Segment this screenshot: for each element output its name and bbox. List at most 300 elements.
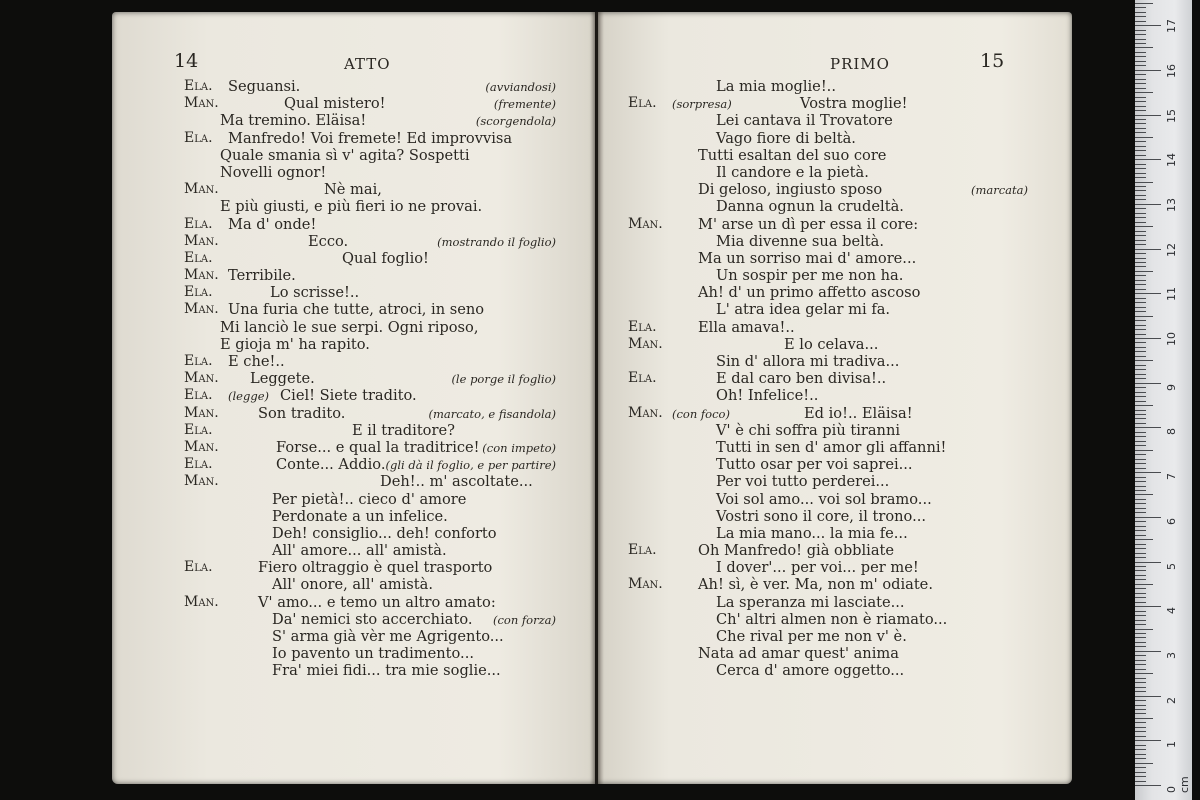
ruler-label: 15 <box>1165 108 1178 123</box>
ruler-tick <box>1135 378 1146 379</box>
speaker-name: Ela. <box>184 421 213 438</box>
text-line <box>628 130 1028 147</box>
ruler-label: 6 <box>1165 517 1178 525</box>
verse-text: Vostri sono il core, il trono... <box>716 507 926 525</box>
ruler-tick <box>1135 320 1146 321</box>
stage-direction: (marcato, e fisandola) <box>428 406 556 421</box>
speaker-name: Man. <box>184 370 219 387</box>
ruler-tick <box>1135 459 1146 460</box>
ruler-tick <box>1135 347 1146 348</box>
ruler-tick <box>1135 785 1161 786</box>
verse-text: Lo scrisse!.. <box>270 284 360 302</box>
ruler-tick <box>1135 137 1153 138</box>
text-line <box>184 525 556 542</box>
text-line <box>184 336 556 353</box>
text-line <box>628 594 1028 611</box>
text-line <box>628 611 1028 628</box>
ruler-tick <box>1135 526 1146 527</box>
ruler-tick <box>1135 83 1146 84</box>
text-line <box>628 353 1028 370</box>
ruler-label: 1 <box>1165 741 1178 749</box>
ruler-tick <box>1135 56 1146 57</box>
text-line <box>628 439 1028 456</box>
ruler-tick <box>1135 74 1146 75</box>
ruler-tick <box>1135 669 1146 670</box>
speaker-name: Ela. <box>184 129 213 146</box>
ruler-tick <box>1135 566 1146 567</box>
verse-text: All' amore... all' amistà. <box>272 542 447 560</box>
verse-text: Novelli ognor! <box>220 163 327 181</box>
ruler-tick <box>1135 316 1153 317</box>
ruler-tick <box>1135 606 1161 607</box>
verse-text: La mia mano... la mia fe... <box>716 524 908 542</box>
ruler-tick <box>1135 700 1146 701</box>
ruler-tick <box>1135 222 1146 223</box>
text-line <box>628 662 1028 679</box>
verse-text: Vostra moglie! <box>800 95 908 113</box>
text-line <box>628 370 1028 387</box>
text-line <box>184 95 556 112</box>
text-line <box>628 284 1028 301</box>
verse-text: I dover'... per voi... per me! <box>716 559 919 577</box>
speaker-name: Ela. <box>628 95 657 112</box>
text-line <box>184 405 556 422</box>
ruler-tick <box>1135 110 1146 111</box>
text-line <box>628 198 1028 215</box>
verse-text: Per pietà!.. cieco d' amore <box>272 490 467 508</box>
ruler-tick <box>1135 687 1146 688</box>
text-line <box>184 319 556 336</box>
verse-text: Seguansi. <box>228 78 301 95</box>
verse-text: Tutti esaltan del suo core <box>698 146 887 164</box>
ruler-label: 2 <box>1165 696 1178 704</box>
ruler-tick <box>1135 508 1146 509</box>
ruler-tick <box>1135 579 1146 580</box>
ruler-tick <box>1135 173 1146 174</box>
ruler-tick <box>1135 441 1146 442</box>
ruler-tick <box>1135 226 1153 227</box>
ruler-tick <box>1135 342 1146 343</box>
ruler-tick <box>1135 284 1146 285</box>
ruler-tick <box>1135 307 1146 308</box>
speaker-name: Man. <box>184 267 219 284</box>
stage-direction: (marcata) <box>970 183 1028 198</box>
text-line <box>184 250 556 267</box>
stage-direction: (con forza) <box>493 612 556 627</box>
verse-text: Ma un sorriso mai d' amore... <box>698 249 917 267</box>
text-line <box>184 387 556 404</box>
ruler-tick <box>1135 562 1161 563</box>
text-line <box>628 78 1028 95</box>
ruler-tick <box>1135 597 1146 598</box>
verse-text: Ah! sì, è ver. Ma, non m' odiate. <box>698 576 933 594</box>
verse-text: Mia divenne sua beltà. <box>716 232 884 250</box>
text-line <box>184 594 556 611</box>
ruler-tick <box>1135 481 1146 482</box>
verse-text: Ella amava!.. <box>698 318 795 336</box>
verse-text: Terribile. <box>228 267 296 285</box>
text-line <box>184 353 556 370</box>
ruler-tick <box>1135 754 1146 755</box>
speaker-name: Ela. <box>184 387 213 404</box>
ruler-tick <box>1135 365 1146 366</box>
ruler-tick <box>1135 486 1146 487</box>
text-line <box>184 216 556 233</box>
text-line <box>628 336 1028 353</box>
ruler-tick <box>1135 182 1153 183</box>
ruler-tick <box>1135 52 1146 53</box>
ruler-tick <box>1135 512 1146 513</box>
text-line <box>184 508 556 525</box>
text-line <box>628 542 1028 559</box>
verse-text: L' atra idea gelar mi fa. <box>716 301 891 319</box>
ruler-tick <box>1135 584 1153 585</box>
ruler-label: 8 <box>1165 428 1178 436</box>
verse-text: Da' nemici sto accerchiato. <box>272 610 473 628</box>
ruler-tick <box>1135 727 1146 728</box>
speaker-name: Ela. <box>184 559 213 576</box>
verse-text: Fiero oltraggio è quel trasporto <box>258 559 493 577</box>
text-line <box>628 405 1028 422</box>
stage-direction: (gli dà il foglio, e per partire) <box>385 458 556 473</box>
ruler-tick <box>1135 427 1161 428</box>
ruler-tick <box>1135 620 1146 621</box>
ruler-label: 9 <box>1165 383 1178 391</box>
verse-text: Un sospir per me non ha. <box>716 267 904 285</box>
text-line <box>628 319 1028 336</box>
verse-text: M' arse un dì per essa il core: <box>698 215 919 233</box>
verse-text: Voi sol amo... voi sol bramo... <box>716 490 932 508</box>
verse-text: La mia moglie!.. <box>716 78 836 95</box>
ruler-tick <box>1135 490 1146 491</box>
ruler-label: 11 <box>1165 287 1178 302</box>
ruler-tick <box>1135 16 1146 17</box>
page-header: PRIMO <box>830 55 890 73</box>
verse-text: La speranza mi lasciate... <box>716 593 905 611</box>
stage-direction: (legge) <box>228 389 269 404</box>
text-line <box>628 387 1028 404</box>
ruler-tick <box>1135 115 1161 116</box>
ruler-tick <box>1135 101 1146 102</box>
ruler-tick <box>1135 271 1153 272</box>
speaker-name: Man. <box>184 404 219 421</box>
speaker-name: Ela. <box>628 370 657 387</box>
book-gutter <box>590 12 604 784</box>
text-block <box>184 78 556 680</box>
ruler-tick <box>1135 311 1146 312</box>
ruler-tick <box>1135 262 1146 263</box>
ruler-tick <box>1135 602 1146 603</box>
verse-text: Nè mai, <box>324 181 382 199</box>
ruler-tick <box>1135 21 1146 22</box>
ruler-tick <box>1135 275 1146 276</box>
text-line <box>184 233 556 250</box>
verse-text: Forse... e qual la traditrice! <box>276 438 480 456</box>
speaker-name: Man. <box>628 404 663 421</box>
ruler-tick <box>1135 503 1146 504</box>
ruler-tick <box>1135 155 1146 156</box>
text-line <box>628 95 1028 112</box>
text-line <box>628 491 1028 508</box>
ruler-tick <box>1135 718 1153 719</box>
ruler-tick <box>1135 432 1146 433</box>
verse-text: Ecco. <box>308 232 349 250</box>
text-line <box>628 473 1028 490</box>
text-line <box>628 250 1028 267</box>
text-line <box>184 628 556 645</box>
verse-text: Son tradito. <box>258 404 346 422</box>
ruler-tick <box>1135 119 1146 120</box>
text-line <box>184 198 556 215</box>
ruler-tick <box>1135 401 1146 402</box>
ruler-tick <box>1135 240 1146 241</box>
ruler-tick <box>1135 405 1153 406</box>
ruler-tick <box>1135 65 1146 66</box>
verse-text: Manfredo! Voi fremete! Ed improvvisa <box>228 129 513 147</box>
ruler-tick <box>1135 150 1146 151</box>
verse-text: Il candore e la pietà. <box>716 163 869 181</box>
verse-text: Lei cantava il Trovatore <box>716 112 893 130</box>
ruler-tick <box>1135 731 1146 732</box>
speaker-name: Ela. <box>628 318 657 335</box>
text-line <box>184 456 556 473</box>
text-line <box>184 542 556 559</box>
verse-text: Cerca d' amore oggetto... <box>716 662 905 680</box>
ruler-tick <box>1135 47 1153 48</box>
text-line <box>184 559 556 576</box>
ruler-tick <box>1135 34 1146 35</box>
ruler-tick <box>1135 776 1146 777</box>
ruler-tick <box>1135 302 1146 303</box>
text-line <box>628 147 1028 164</box>
verse-text: Ma d' onde! <box>228 215 317 233</box>
ruler-tick <box>1135 43 1146 44</box>
text-line <box>184 576 556 593</box>
ruler-tick <box>1135 208 1146 209</box>
verse-text: Io pavento un tradimento... <box>272 645 474 663</box>
ruler-label: 14 <box>1165 153 1178 168</box>
ruler-label: 4 <box>1165 607 1178 615</box>
verse-text: Deh!.. m' ascoltate... <box>380 473 533 491</box>
ruler-tick <box>1135 423 1146 424</box>
speaker-name: Ela. <box>184 284 213 301</box>
ruler-tick <box>1135 106 1146 107</box>
text-line <box>184 645 556 662</box>
ruler-label: 16 <box>1165 63 1178 78</box>
stage-direction: (con foco) <box>672 406 730 421</box>
verse-text: Di geloso, ingiusto sposo <box>698 181 883 199</box>
speaker-name: Ela. <box>184 78 213 94</box>
verse-text: Ma tremino. Eläisa! <box>220 112 367 130</box>
text-line <box>628 508 1028 525</box>
ruler-tick <box>1135 418 1146 419</box>
ruler-tick <box>1135 575 1146 576</box>
verse-text: Mi lanciò le sue serpi. Ogni riposo, <box>220 318 479 336</box>
ruler-tick <box>1135 231 1146 232</box>
ruler-tick <box>1135 772 1146 773</box>
verse-text: E dal caro ben divisa!.. <box>716 370 887 388</box>
verse-text: E lo celava... <box>784 335 879 353</box>
ruler-tick <box>1135 235 1146 236</box>
ruler-tick <box>1135 691 1146 692</box>
ruler-tick <box>1135 132 1146 133</box>
ruler-tick <box>1135 30 1146 31</box>
ruler-tick <box>1135 146 1146 147</box>
verse-text: Che rival per me non v' è. <box>716 628 907 645</box>
ruler-tick <box>1135 249 1161 250</box>
verse-text: V' amo... e temo un altro amato: <box>258 593 496 611</box>
ruler-tick <box>1135 629 1153 630</box>
ruler-tick <box>1135 204 1161 205</box>
ruler-tick <box>1135 298 1146 299</box>
stage-direction: (avviandosi) <box>485 80 556 94</box>
ruler-tick <box>1135 414 1146 415</box>
ruler-label: 3 <box>1165 651 1178 659</box>
ruler-tick <box>1135 164 1146 165</box>
ruler-tick <box>1135 217 1146 218</box>
ruler-tick <box>1135 360 1153 361</box>
ruler-tick <box>1135 186 1146 187</box>
ruler-tick <box>1135 70 1161 71</box>
ruler-tick <box>1135 611 1146 612</box>
ruler-tick <box>1135 141 1146 142</box>
ruler-tick <box>1135 655 1146 656</box>
stage-direction: (fremente) <box>493 97 556 112</box>
measuring-ruler <box>1135 0 1192 800</box>
ruler-tick <box>1135 213 1146 214</box>
text-line <box>628 164 1028 181</box>
speaker-name: Man. <box>184 438 219 455</box>
ruler-tick <box>1135 588 1146 589</box>
ruler-tick <box>1135 758 1146 759</box>
text-line <box>628 181 1028 198</box>
verse-text: Tutti in sen d' amor gli affanni! <box>716 438 947 456</box>
text-line <box>184 164 556 181</box>
ruler-tick <box>1135 436 1146 437</box>
page-number: 14 <box>174 50 199 72</box>
ruler-tick <box>1135 258 1146 259</box>
ruler-tick <box>1135 168 1146 169</box>
ruler-tick <box>1135 463 1146 464</box>
speaker-name: Ela. <box>184 249 213 266</box>
ruler-tick <box>1135 767 1146 768</box>
verse-text: Sin d' allora mi tradiva... <box>716 353 900 370</box>
ruler-tick <box>1135 570 1146 571</box>
verse-text: Ah! d' un primo affetto ascoso <box>698 284 921 302</box>
speaker-name: Man. <box>184 593 219 610</box>
verse-text: E che!.. <box>228 353 285 370</box>
ruler-tick <box>1135 494 1153 495</box>
ruler-label: 10 <box>1165 332 1178 346</box>
ruler-tick <box>1135 244 1146 245</box>
ruler-tick <box>1135 7 1146 8</box>
ruler-tick <box>1135 477 1146 478</box>
text-line <box>628 112 1028 129</box>
ruler-tick <box>1135 190 1146 191</box>
ruler-tick <box>1135 745 1146 746</box>
ruler-tick <box>1135 3 1153 4</box>
ruler-tick <box>1135 593 1146 594</box>
verse-text: Quale smania sì v' agita? Sospetti <box>220 146 470 164</box>
ruler-tick <box>1135 673 1153 674</box>
verse-text: E gioja m' ha rapito. <box>220 335 370 353</box>
ruler-tick <box>1135 530 1146 531</box>
ruler-tick <box>1135 61 1146 62</box>
ruler-tick <box>1135 548 1146 549</box>
text-line <box>184 422 556 439</box>
ruler-tick <box>1135 781 1146 782</box>
text-line <box>628 301 1028 318</box>
text-line <box>628 456 1028 473</box>
ruler-tick <box>1135 351 1146 352</box>
ruler-tick <box>1135 557 1146 558</box>
ruler-tick <box>1135 553 1146 554</box>
ruler-tick <box>1135 736 1146 737</box>
text-line <box>184 439 556 456</box>
verse-text: S' arma già vèr me Agrigento... <box>272 628 504 645</box>
speaker-name: Ela. <box>628 542 657 559</box>
ruler-tick <box>1135 544 1146 545</box>
verse-text: Oh Manfredo! già obbliate <box>698 542 895 560</box>
verse-text: V' è chi soffra più tiranni <box>716 421 901 439</box>
verse-text: Nata ad amar quest' anima <box>698 645 899 663</box>
ruler-label: 12 <box>1165 242 1178 257</box>
ruler-tick <box>1135 177 1146 178</box>
ruler-tick <box>1135 740 1161 741</box>
verse-text: Oh! Infelice!.. <box>716 387 819 405</box>
ruler-tick <box>1135 374 1146 375</box>
ruler-tick <box>1135 646 1146 647</box>
speaker-name: Man. <box>628 215 663 232</box>
verse-text: Qual mistero! <box>284 95 386 113</box>
verse-text: Deh! consiglio... deh! conforto <box>272 524 497 542</box>
text-line <box>628 216 1028 233</box>
verse-text: Ch' altri almen non è riamato... <box>716 610 948 628</box>
verse-text: Vago fiore di beltà. <box>716 129 856 147</box>
verse-text: Ciel! Siete tradito. <box>280 387 417 405</box>
text-line <box>184 370 556 387</box>
ruler-tick <box>1135 383 1161 384</box>
ruler-tick <box>1135 280 1146 281</box>
text-line <box>628 267 1028 284</box>
ruler-tick <box>1135 454 1146 455</box>
ruler-tick <box>1135 722 1146 723</box>
speaker-name: Man. <box>184 181 219 198</box>
ruler-tick <box>1135 289 1146 290</box>
ruler-tick <box>1135 12 1146 13</box>
speaker-name: Man. <box>184 473 219 490</box>
verse-text: Leggete. <box>250 370 315 388</box>
ruler-tick <box>1135 253 1146 254</box>
ruler-tick <box>1135 387 1146 388</box>
text-line <box>184 473 556 490</box>
speaker-name: Man. <box>628 576 663 593</box>
text-line <box>184 267 556 284</box>
ruler-tick <box>1135 392 1146 393</box>
text-line <box>628 645 1028 662</box>
ruler-tick <box>1135 329 1146 330</box>
left-page <box>112 12 595 784</box>
ruler-tick <box>1135 88 1146 89</box>
speaker-name: Man. <box>184 95 219 112</box>
text-line <box>184 147 556 164</box>
ruler-tick <box>1135 713 1146 714</box>
ruler-tick <box>1135 682 1146 683</box>
ruler-tick <box>1135 517 1161 518</box>
ruler-tick <box>1135 92 1153 93</box>
ruler-tick <box>1135 79 1146 80</box>
text-line <box>628 233 1028 250</box>
